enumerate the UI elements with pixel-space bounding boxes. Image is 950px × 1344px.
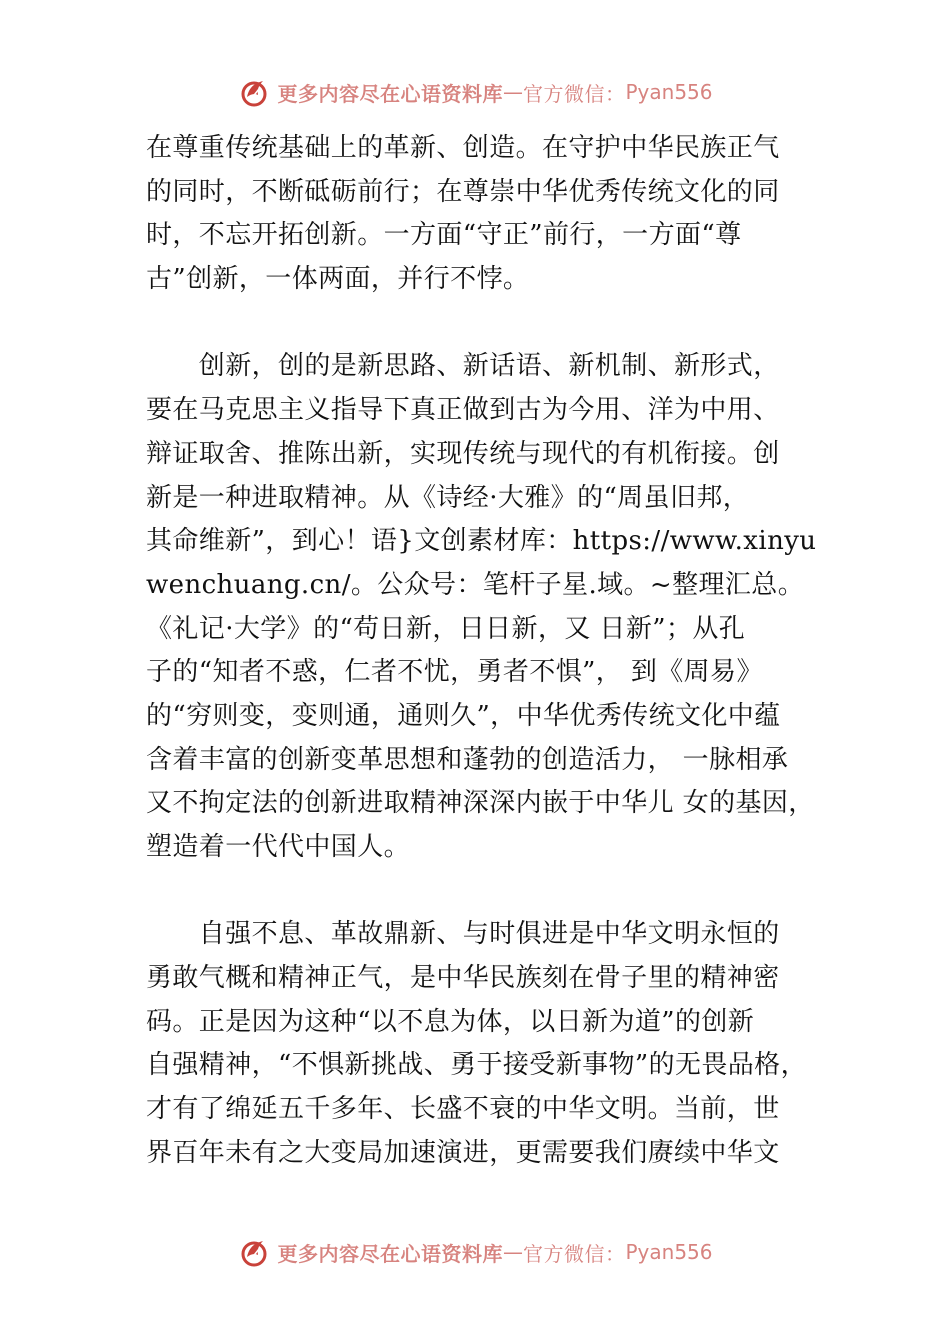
footer-wechat-id: Pyan556 <box>625 1240 713 1264</box>
flame-seal-icon <box>237 1235 271 1269</box>
paragraph-gap <box>146 302 836 346</box>
text-line: 子的“知者不惑，仁者不忧，勇者不惧”， 到《周易》 <box>146 657 763 688</box>
text-line: 勇敢气概和精神正气，是中华民族刻在骨子里的精神密 <box>146 963 780 994</box>
text-line: 的同时，不断砥砺前行；在尊崇中华优秀传统文化的同 <box>146 176 780 207</box>
text-line: 自强精神，“不惧新挑战、勇于接受新事物”的无畏品格， <box>146 1050 807 1081</box>
text-line: 含着丰富的创新变革思想和蓬勃的创造活力， 一脉相承 <box>146 744 789 775</box>
header-banner <box>0 72 950 112</box>
text-line: 又不拘定法的创新进取精神深深内嵌于中华儿 女的基因， <box>146 788 815 819</box>
text-line: 辩证取舍、推陈出新，实现传统与现代的有机衔接。创 <box>146 438 780 469</box>
header-wechat-id: Pyan556 <box>625 80 713 104</box>
text-line: 时，不忘开拓创新。一方面“守正”前行，一方面“尊 <box>146 220 742 251</box>
footer-banner <box>0 1232 950 1272</box>
text-line: 自强不息、革故鼎新、与时俱进是中华文明永恒的 <box>146 919 780 950</box>
text-line: 要在马克思主义指导下真正做到古为今用、洋为中用、 <box>146 395 780 426</box>
footer-brand-text: 更多内容尽在心语资料库 <box>277 1241 503 1266</box>
text-line: 界百年未有之大变局加速演进，更需要我们赓续中华文 <box>146 1137 780 1168</box>
paragraph-1 <box>146 127 836 302</box>
text-line: 古”创新，一体两面，并行不悖。 <box>146 264 530 295</box>
paragraph-2 <box>146 345 836 869</box>
text-line: 才有了绵延五千多年、长盛不衰的中华文明。当前，世 <box>146 1094 780 1125</box>
header-contact-label: 官方微信： <box>522 81 626 106</box>
document-body <box>146 127 836 1176</box>
footer-contact-label: 官方微信： <box>522 1241 626 1266</box>
text-line: 创新，创的是新思路、新话语、新机制、新形式， <box>146 351 780 382</box>
header-separator: — <box>502 80 523 104</box>
text-line: 塑造着一代代中国人。 <box>146 832 411 862</box>
text-line: 《礼记·大学》的“苟日新，日日新，又 日新”；从孔 <box>146 613 746 644</box>
text-line: 新是一种进取精神。从《诗经·大雅》的“周虽旧邦， <box>146 482 750 513</box>
footer-separator: — <box>502 1240 523 1264</box>
text-line: 在尊重传统基础上的革新、创造。在守护中华民族正气 <box>146 133 780 163</box>
text-line: wenchuang.cn/。公众号：笔杆子星.域。~整理汇总。 <box>146 569 805 600</box>
text-line: 码。正是因为这种“以不息为体，以日新为道”的创新 <box>146 1006 755 1037</box>
paragraph-gap <box>146 870 836 914</box>
text-line: 其命维新”，到心！语}文创素材库：https://www.xinyu <box>146 526 817 557</box>
text-line: 的“穷则变，变则通，通则久”，中华优秀传统文化中蕴 <box>146 700 781 731</box>
header-brand-text: 更多内容尽在心语资料库 <box>277 81 503 106</box>
flame-seal-icon <box>237 75 271 109</box>
paragraph-3 <box>146 913 836 1175</box>
